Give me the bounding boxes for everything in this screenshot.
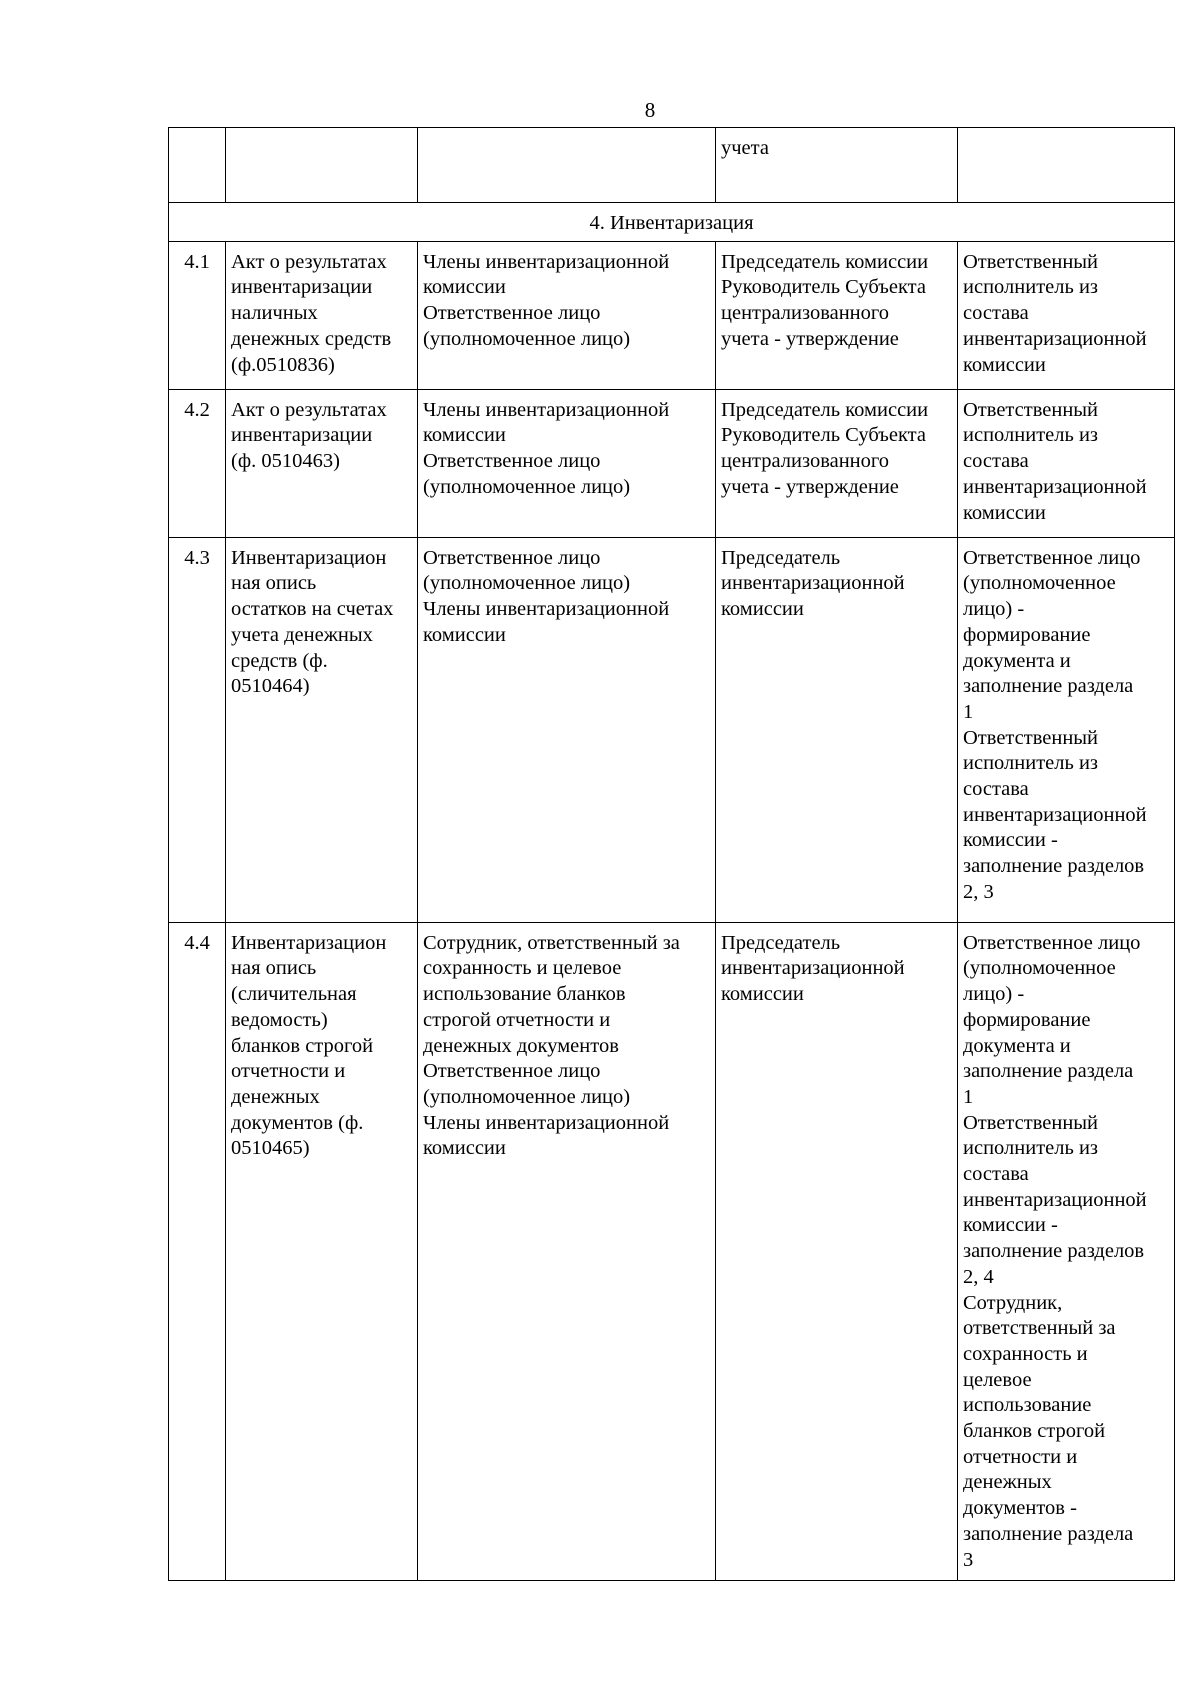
page-number: 8 [644,98,656,122]
responsible-cell: Ответственный исполнитель из состава инвентаризационной комиссии [958,241,1175,389]
continuation-row [169,128,1175,203]
signers-cell: Председатель комиссии Руководитель Субъекта централизованного учета - утверждение [716,241,958,389]
signers-cell: Председатель инвентаризационной комиссии [716,922,958,1580]
preparers-cell: Ответственное лицо (уполномоченное лицо) Члены инвентаризационной комиссии [418,537,716,922]
preparers-cell: Члены инвентаризационной комиссии Ответственное лицо (уполномоченное лицо) [418,241,716,389]
table-row [169,537,1175,922]
section-title: 4. Инвентаризация [169,203,1175,242]
document-name: Акт о результатах инвентаризации (ф. 0510463) [226,389,418,537]
row-number: 4.4 [169,922,226,1580]
cell-signers: учета [716,128,958,203]
row-number: 4.1 [169,241,226,389]
responsible-cell: Ответственное лицо (уполномоченное лицо) - формирование документа и заполнение раздела 1 Ответственный исполнитель из состава инвентаризационной комиссии - заполнение разделов 2, 4 Сотрудник, ответственный за сохранность и целевое использование бланков строгой отчетности и денежных документов - заполнение раздела 3 [958,922,1175,1580]
cell-responsible [958,128,1175,203]
responsible-cell: Ответственный исполнитель из состава инвентаризационной комиссии [958,389,1175,537]
document-name: Акт о результатах инвентаризации наличных денежных средств (ф.0510836) [226,241,418,389]
signers-cell: Председатель комиссии Руководитель Субъекта централизованного учета - утверждение [716,389,958,537]
section-row [169,203,1175,242]
preparers-cell: Члены инвентаризационной комиссии Ответственное лицо (уполномоченное лицо) [418,389,716,537]
document-name: Инвентаризацион ная опись (сличительная ведомость) бланков строгой отчетности и денежных документов (ф. 0510465) [226,922,418,1580]
row-number: 4.3 [169,537,226,922]
row-number: 4.2 [169,389,226,537]
cell-preparers [418,128,716,203]
table-row [169,241,1175,389]
table-row [169,922,1175,1580]
cell-document [226,128,418,203]
cell-number [169,128,226,203]
table-row [169,389,1175,537]
document-table [168,127,1175,1581]
responsible-cell: Ответственное лицо (уполномоченное лицо) - формирование документа и заполнение раздела 1 Ответственный исполнитель из состава инвентаризационной комиссии - заполнение разделов 2, 3 [958,537,1175,922]
document-name: Инвентаризацион ная опись остатков на счетах учета денежных средств (ф. 0510464) [226,537,418,922]
preparers-cell: Сотрудник, ответственный за сохранность и целевое использование бланков строгой отчетности и денежных документов Ответственное лицо (уполномоченное лицо) Члены инвентаризационной комиссии [418,922,716,1580]
signers-cell: Председатель инвентаризационной комиссии [716,537,958,922]
